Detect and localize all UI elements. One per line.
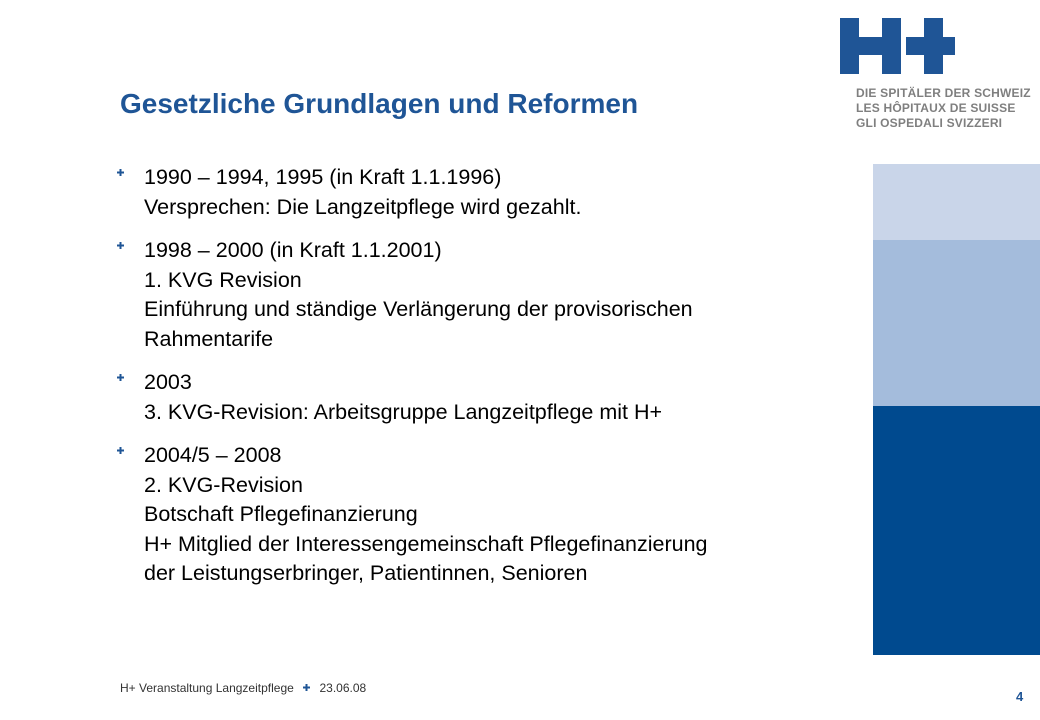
bullet-list xyxy=(117,163,857,603)
footer-event: H+ Veranstaltung Langzeitpflege xyxy=(120,680,294,695)
bullet-line: Botschaft Pflegefinanzierung xyxy=(144,502,418,526)
color-bar-mid xyxy=(873,240,1040,406)
bullet-item xyxy=(117,163,857,222)
bullet-line: 1998 – 2000 (in Kraft 1.1.2001) xyxy=(144,238,442,262)
hplus-logo xyxy=(836,18,1031,131)
plus-icon xyxy=(303,684,310,691)
decorative-color-bars xyxy=(873,164,1040,655)
bullet-line: Versprechen: Die Langzeitpflege wird gezahlt. xyxy=(144,194,582,219)
logo-tagline xyxy=(836,86,1031,131)
bullet-line: 2004/5 – 2008 xyxy=(144,443,282,467)
bullet-line: H+ Mitglied der Interessengemeinschaft Pflegefinanzierung xyxy=(144,531,708,556)
bullet-line: 2003 xyxy=(144,370,192,394)
footer xyxy=(120,680,366,695)
plus-icon xyxy=(117,447,124,454)
hplus-logo-mark xyxy=(836,18,956,74)
bullet-line: 1. KVG Revision xyxy=(144,267,302,292)
bullet-line: Rahmentarife xyxy=(144,326,274,351)
slide-title: Gesetzliche Grundlagen und Reformen xyxy=(120,88,639,119)
bullet-item xyxy=(117,441,857,589)
bullet-line: Einführung und ständige Verlängerung der provisorischen xyxy=(144,297,693,321)
page-number: 4 xyxy=(1016,689,1024,704)
bullet-line: der Leistungserbringer, Patientinnen, Senioren xyxy=(144,561,588,585)
color-bar-dark xyxy=(873,406,1040,655)
logo-line-de: DIE SPITÄLER DER SCHWEIZ xyxy=(856,86,1031,100)
plus-icon xyxy=(117,374,124,381)
bullet-line: 1990 – 1994, 1995 (in Kraft 1.1.1996) xyxy=(144,165,502,189)
color-bar-light xyxy=(873,164,1040,240)
bullet-item xyxy=(117,368,857,427)
bullet-line: 3. KVG-Revision: Arbeitsgruppe Langzeitpflege mit H+ xyxy=(144,399,663,424)
logo-line-it: GLI OSPEDALI SVIZZERI xyxy=(856,116,1003,130)
bullet-item xyxy=(117,236,857,354)
plus-icon xyxy=(117,242,124,249)
plus-icon xyxy=(117,169,124,176)
footer-date: 23.06.08 xyxy=(319,680,367,695)
bullet-line: 2. KVG-Revision xyxy=(144,472,303,497)
logo-line-fr: LES HÔPITAUX DE SUISSE xyxy=(856,101,1016,115)
